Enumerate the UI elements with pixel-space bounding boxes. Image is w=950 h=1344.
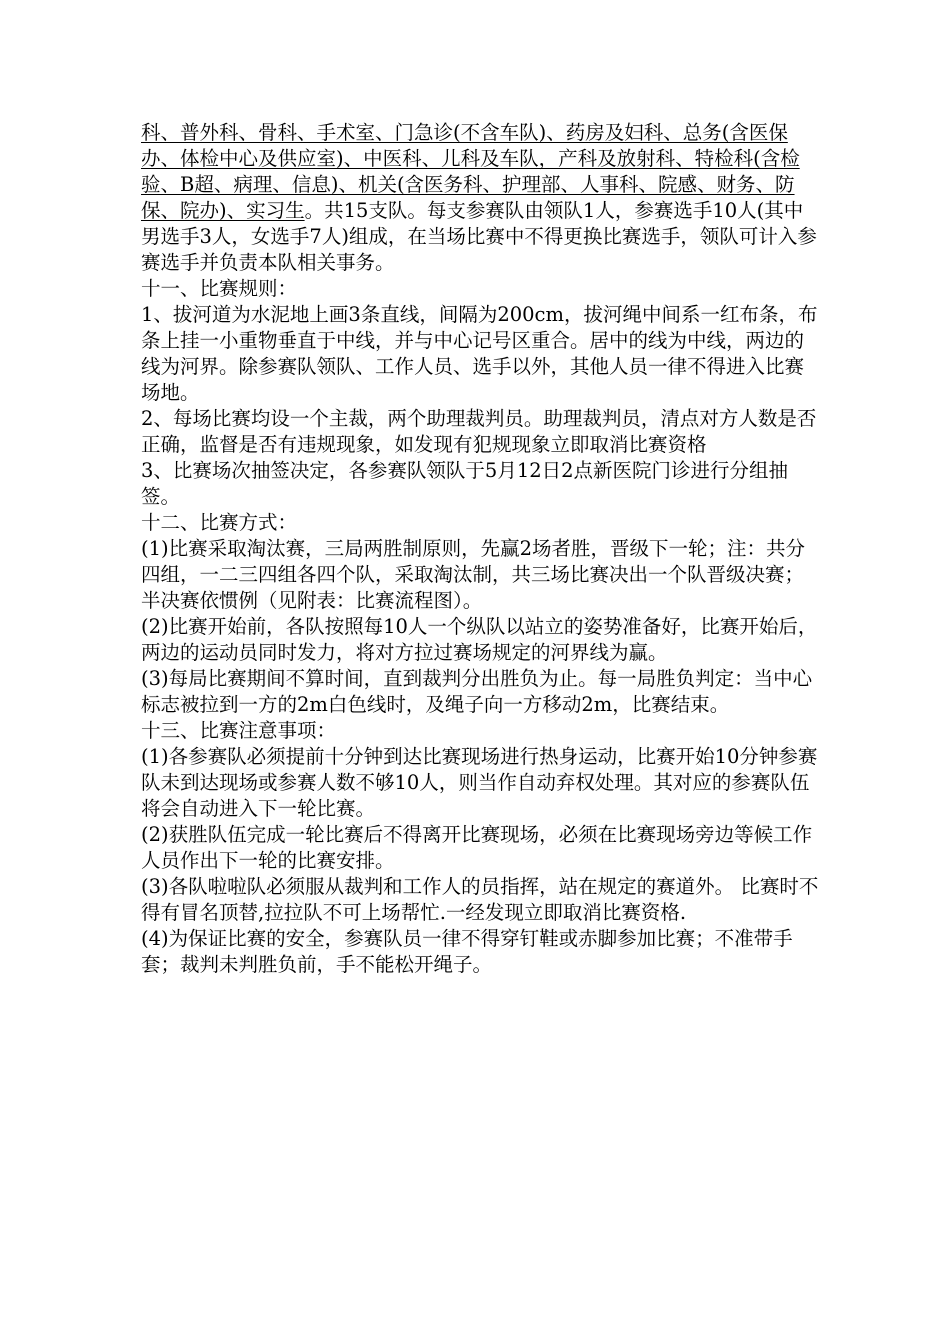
rule-item-2: 2、每场比赛均设一个主裁，两个助理裁判员。助理裁判员，清点对方人数是否正确，监督是否有违规现象，如发现有犯规现象立即取消比赛资格 <box>141 407 817 456</box>
format-item-2: (2)比赛开始前，各队按照每10人一个纵队以站立的姿势准备好，比赛开始后，两边的运动员同时发力，将对方拉过赛场规定的河界线为赢。 <box>141 615 818 664</box>
format-item-3: (3)每局比赛期间不算时间，直到裁判分出胜负为止。每一局胜负判定：当中心标志被拉到一方的2m白色线时，及绳子向一方移动2m，比赛结束。 <box>141 667 813 716</box>
section-heading-rules: 十一、比赛规则： <box>141 277 298 300</box>
team-list-underlined: 科、普外科、骨科、手术室、门急诊(不含车队)、药房及妇科、总务(含医保办、体检中心及供应室)、中医科、儿科及车队，产科及放射科、特检科(含检验、B超、病理、信息)、机关(含医务科、护理部、人事科、院感、财务、防保、院办)、实习生 <box>141 121 800 222</box>
notes-item-1: (1)各参赛队必须提前十分钟到达比赛现场进行热身运动，比赛开始10分钟参赛队未到达现场或参赛人数不够10人，则当作自动弃权处理。其对应的参赛队伍将会自动进入下一轮比赛。 <box>141 745 818 820</box>
notes-item-4: (4)为保证比赛的安全，参赛队员一律不得穿钉鞋或赤脚参加比赛；不准带手套；裁判未判胜负前，手不能松开绳子。 <box>141 927 793 976</box>
section-heading-format: 十二、比赛方式： <box>141 511 298 534</box>
section-heading-notes: 十三、比赛注意事项： <box>141 719 337 742</box>
document-body <box>141 120 821 978</box>
notes-item-2: (2)获胜队伍完成一轮比赛后不得离开比赛现场，必须在比赛现场旁边等候工作人员作出下一轮的比赛安排。 <box>141 823 813 872</box>
rule-item-1: 1、拔河道为水泥地上画3条直线，间隔为200cm，拔河绳中间系一红布条，布条上挂一小重物垂直于中线，并与中心记号区重合。居中的线为中线，两边的线为河界。除参赛队领队、工作人员、选手以外，其他人员一律不得进入比赛场地。 <box>141 303 818 404</box>
format-item-1: (1)比赛采取淘汰赛，三局两胜制原则，先赢2场者胜，晋级下一轮；注：共分四组，一二三四组各四个队，采取淘汰制，共三场比赛决出一个队晋级决赛；半决赛依惯例（见附表：比赛流程图）。 <box>141 537 806 612</box>
rule-item-3: 3、比赛场次抽签决定，各参赛队领队于5月12日2点新医院门诊进行分组抽签。 <box>141 459 789 508</box>
notes-item-3: (3)各队啦啦队必须服从裁判和工作人的员指挥，站在规定的赛道外。 比赛时不得有冒名顶替,拉拉队不可上场帮忙.一经发现立即取消比赛资格. <box>141 875 819 924</box>
team-list-rest: 。共15支队。每支参赛队由领队1人，参赛选手10人(其中男选手3人，女选手7人)组成，在当场比赛中不得更换比赛选手，领队可计入参赛选手并负责本队相关事务。 <box>141 199 817 274</box>
paragraph-team-list <box>141 120 821 276</box>
